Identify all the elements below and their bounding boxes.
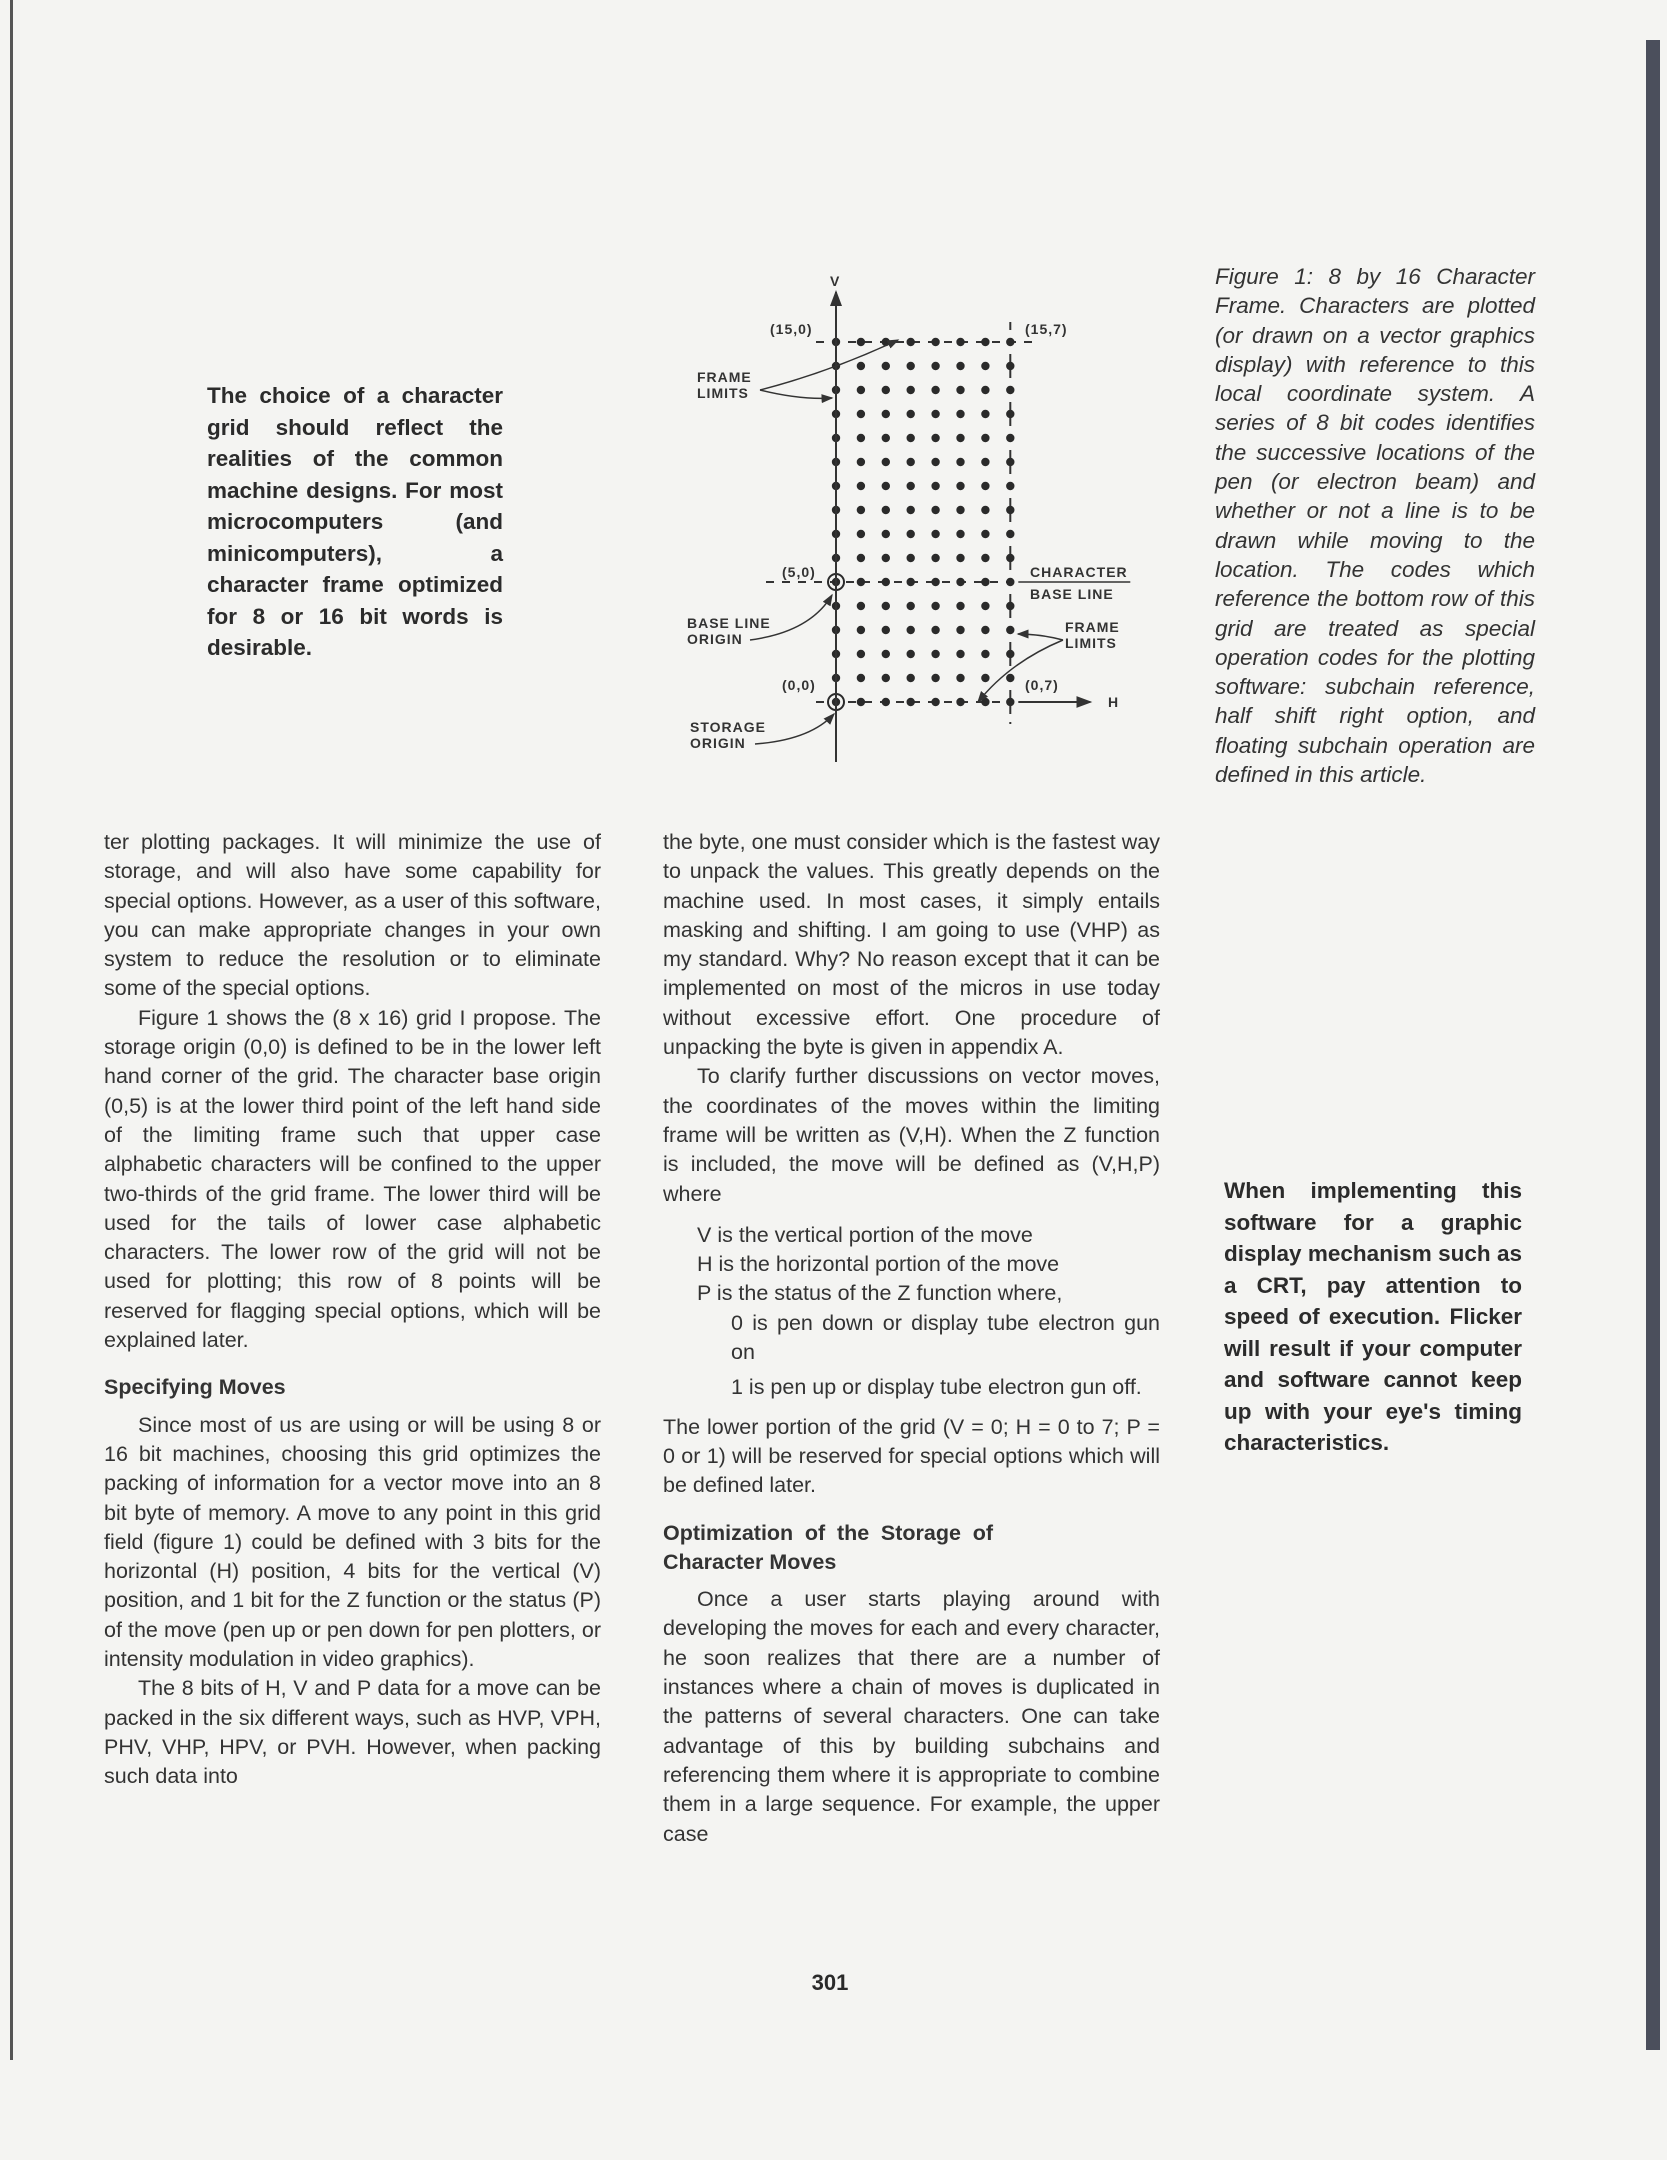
grid-point	[981, 410, 989, 418]
grid-point	[931, 554, 939, 562]
grid-point	[857, 674, 865, 682]
pull-quote-implementation: When implementing this software for a graphic display mechanism such as a CRT, pay attention to speed of execution. Flicker will result if your computer and software cannot keep up with your eye's timing characteristics.	[1224, 1178, 1522, 1455]
grid-point	[1006, 434, 1014, 442]
label-bottom-right: (0,7)	[1025, 677, 1059, 693]
grid-point	[1006, 650, 1014, 658]
grid-point	[907, 578, 915, 586]
grid-point	[981, 530, 989, 538]
grid-point	[931, 362, 939, 370]
grid-point	[1006, 458, 1014, 466]
definition-h: H is the horizontal portion of the move	[697, 1252, 1060, 1277]
grid-point	[882, 602, 890, 610]
grid-point	[956, 578, 964, 586]
grid-point	[907, 554, 915, 562]
paragraph: Figure 1 shows the (8 x 16) grid I propose. The storage origin (0,0) is defined to be in the lower left hand corner of the grid. The character base origin (0,5) is at the lower third point of the left hand side of the limiting frame such that upper case alphabetic characters will be confined to the upper two-thirds of the grid frame. The lower third will be used for the tails of lower case alphabetic characters. The lower row of the grid will not be used for plotting; this row of 8 points will be reserved for flagging special options, which will be explained later.	[104, 1005, 601, 1353]
grid-point	[956, 386, 964, 394]
grid-point	[857, 698, 865, 706]
label-top-left: (15,0)	[770, 321, 813, 337]
page-edge-rule	[10, 0, 13, 2060]
label-frame-limits-top-2: LIMITS	[697, 385, 749, 401]
grid-point	[882, 554, 890, 562]
grid-point	[1006, 338, 1014, 346]
grid-point	[882, 482, 890, 490]
page-edge-bar	[1646, 40, 1660, 2050]
grid-point	[1006, 698, 1014, 706]
definition-p: P is the status of the Z function where,	[697, 1281, 1063, 1306]
grid-point	[907, 482, 915, 490]
grid-point	[907, 506, 915, 514]
grid-point	[956, 602, 964, 610]
grid-point	[882, 674, 890, 682]
grid-point	[981, 698, 989, 706]
label-character: CHARACTER	[1030, 564, 1128, 580]
arrow-frame-limits-left	[760, 390, 832, 398]
grid-point	[907, 362, 915, 370]
grid-point	[956, 530, 964, 538]
grid-point	[882, 506, 890, 514]
label-frame-limits-right: FRAME	[1065, 619, 1120, 635]
grid-point	[956, 410, 964, 418]
label-bottom-left: (0,0)	[782, 677, 816, 693]
grid-point	[907, 410, 915, 418]
grid-point	[956, 434, 964, 442]
grid-point	[907, 698, 915, 706]
middle-column	[663, 828, 1160, 1849]
grid-point	[981, 362, 989, 370]
grid-point	[907, 626, 915, 634]
paragraph: Since most of us are using or will be using 8 or 16 bit machines, choosing this grid optimizes the packing of information for a vector move into an 8 bit byte of memory. A move to any point in this grid field (figure 1) could be defined with 3 bits for the horizontal (H) position, 4 bits for the vertical (V) position, and 1 bit for the Z function or the status (P) of the move (pen up or pen down for pen plotters, or intensity modulation in video graphics).	[104, 1412, 601, 1672]
grid-point	[882, 458, 890, 466]
grid-point	[956, 626, 964, 634]
grid-point	[882, 362, 890, 370]
arrow-frame-limits-top	[760, 340, 898, 390]
paragraph: ter plotting packages. It will minimize the use of storage, and will also have some capability for special options. However, as a user of this software, you can make appropriate changes in your own system to reduce the resolution or to eliminate some of the special options.	[104, 830, 601, 1001]
grid-point	[931, 506, 939, 514]
grid-point	[1006, 554, 1014, 562]
label-base-line: BASE LINE	[1030, 586, 1114, 602]
grid-dots	[766, 322, 1130, 724]
grid-point	[931, 698, 939, 706]
v-axis-label: V	[830, 273, 841, 289]
grid-point	[857, 578, 865, 586]
grid-point	[1006, 674, 1014, 682]
grid-point	[882, 434, 890, 442]
grid-point	[1006, 362, 1014, 370]
grid-point	[882, 626, 890, 634]
paragraph: Once a user starts playing around with developing the moves for each and every character, he soon realizes that there are a number of instances where a chain of moves is duplicated in the patterns of several characters. One can take advantage of this by building subchains and referencing them where it is appropriate to combine them in a large sequence. For example, the upper case	[663, 1587, 1160, 1846]
grid-point	[981, 674, 989, 682]
grid-point	[907, 650, 915, 658]
grid-point	[931, 410, 939, 418]
definition-list	[697, 1221, 1160, 1403]
grid-point	[857, 362, 865, 370]
figure-caption: Figure 1: 8 by 16 Character Frame. Characters are plotted (or drawn on a vector graphics display) with reference to this local coordinate system. A series of 8 bit codes identifies the successive locations of the pen (or electron beam) and whether or not a line is to be drawn while moving to the location. The codes which reference the bottom row of this grid are treated as special operation codes for the plotting software: subchain reference, half shift right option, and floating subchain operation are defined in this article.	[1215, 264, 1535, 788]
grid-point	[857, 410, 865, 418]
paragraph: The 8 bits of H, V and P data for a move can be packed in the six different ways, such as HVP, VPH, PHV, VHP, HPV, or PVH. However, when packing such data into	[104, 1676, 601, 1789]
grid-point	[907, 602, 915, 610]
grid-point	[981, 650, 989, 658]
grid-point	[857, 650, 865, 658]
grid-point	[1006, 602, 1014, 610]
grid-point	[931, 674, 939, 682]
page-number: 301	[811, 1970, 849, 1995]
pull-quote-character-grid: The choice of a character grid should reflect the realities of the common machine designs. For most microcomputers (and minicomputers), a character frame optimized for 8 or 16 bit words is desirable.	[207, 383, 503, 660]
grid-point	[882, 578, 890, 586]
grid-point	[1006, 530, 1014, 538]
section-heading: Specifying Moves	[104, 1375, 286, 1400]
grid-point	[981, 482, 989, 490]
grid-point	[1006, 482, 1014, 490]
left-column	[104, 828, 601, 1792]
grid-point	[981, 506, 989, 514]
definition-p0: 0 is pen down or display tube electron gun on	[731, 1310, 1160, 1365]
grid-point	[857, 434, 865, 442]
paragraph: The lower portion of the grid (V = 0; H = 0 to 7; P = 0 or 1) will be reserved for special options which will be defined later.	[663, 1414, 1160, 1498]
grid-point	[981, 626, 989, 634]
grid-point	[981, 386, 989, 394]
grid-point	[1006, 410, 1014, 418]
grid-point	[857, 530, 865, 538]
paragraph: the byte, one must consider which is the fastest way to unpack the values. This greatly depends on the machine used. In most cases, it simply entails masking and shifting. I am going to use (VHP) as my standard. Why? No reason except that it can be implemented on most of the micros in use today without excessive effort. One procedure of unpacking the byte is given in appendix A.	[663, 830, 1160, 1060]
grid-point	[1006, 578, 1014, 586]
grid-point	[956, 650, 964, 658]
grid-point	[956, 362, 964, 370]
grid-point	[956, 506, 964, 514]
grid-point	[907, 386, 915, 394]
grid-point	[931, 434, 939, 442]
grid-point	[981, 578, 989, 586]
h-axis-label: H	[1108, 694, 1120, 710]
grid-point	[857, 458, 865, 466]
grid-point	[907, 530, 915, 538]
grid-point	[956, 698, 964, 706]
grid-point	[931, 386, 939, 394]
grid-point	[857, 602, 865, 610]
definition-v: V is the vertical portion of the move	[697, 1222, 1033, 1247]
grid-point	[857, 386, 865, 394]
grid-point	[956, 458, 964, 466]
grid-point	[956, 482, 964, 490]
grid-point	[956, 674, 964, 682]
arrow-storage-origin	[755, 714, 834, 744]
figure-character-frame	[660, 262, 1200, 772]
grid-point	[981, 338, 989, 346]
grid-point	[931, 338, 939, 346]
grid-point	[981, 554, 989, 562]
definition-p1: 1 is pen up or display tube electron gun off.	[731, 1375, 1142, 1400]
grid-point	[981, 602, 989, 610]
label-base-line-origin: BASE LINE	[687, 615, 771, 631]
grid-point	[907, 674, 915, 682]
grid-point	[956, 338, 964, 346]
grid-point	[1006, 626, 1014, 634]
grid-point	[882, 650, 890, 658]
label-top-right: (15,7)	[1025, 321, 1068, 337]
arrow-frame-limits-right	[1018, 634, 1063, 640]
label-storage-origin-2: ORIGIN	[690, 735, 746, 751]
label-storage-origin: STORAGE	[690, 719, 766, 735]
grid-point	[882, 386, 890, 394]
label-frame-limits-right-2: LIMITS	[1065, 635, 1117, 651]
grid-point	[931, 626, 939, 634]
grid-point	[931, 578, 939, 586]
grid-point	[931, 602, 939, 610]
grid-point	[857, 338, 865, 346]
label-frame-limits-top: FRAME	[697, 369, 752, 385]
grid-point	[1006, 386, 1014, 394]
grid-point	[907, 458, 915, 466]
grid-point	[857, 554, 865, 562]
label-base-line-origin-2: ORIGIN	[687, 631, 743, 647]
grid-point	[882, 698, 890, 706]
grid-point	[907, 338, 915, 346]
grid-point	[882, 530, 890, 538]
grid-point	[931, 650, 939, 658]
grid-point	[907, 434, 915, 442]
grid-point	[956, 554, 964, 562]
label-base-left: (5,0)	[782, 564, 816, 580]
grid-point	[931, 530, 939, 538]
paragraph: To clarify further discussions on vector moves, the coordinates of the moves within the limiting frame will be written as (V,H). When the Z function is included, the move will be defined as (V,H,P) where	[663, 1064, 1160, 1206]
grid-point	[1006, 506, 1014, 514]
grid-point	[981, 458, 989, 466]
grid-point	[857, 506, 865, 514]
section-heading: Optimization of the Storage of Character Moves	[663, 1520, 993, 1574]
grid-point	[857, 626, 865, 634]
grid-point	[981, 434, 989, 442]
grid-point	[857, 482, 865, 490]
grid-point	[931, 458, 939, 466]
grid-point	[931, 482, 939, 490]
grid-point	[882, 410, 890, 418]
